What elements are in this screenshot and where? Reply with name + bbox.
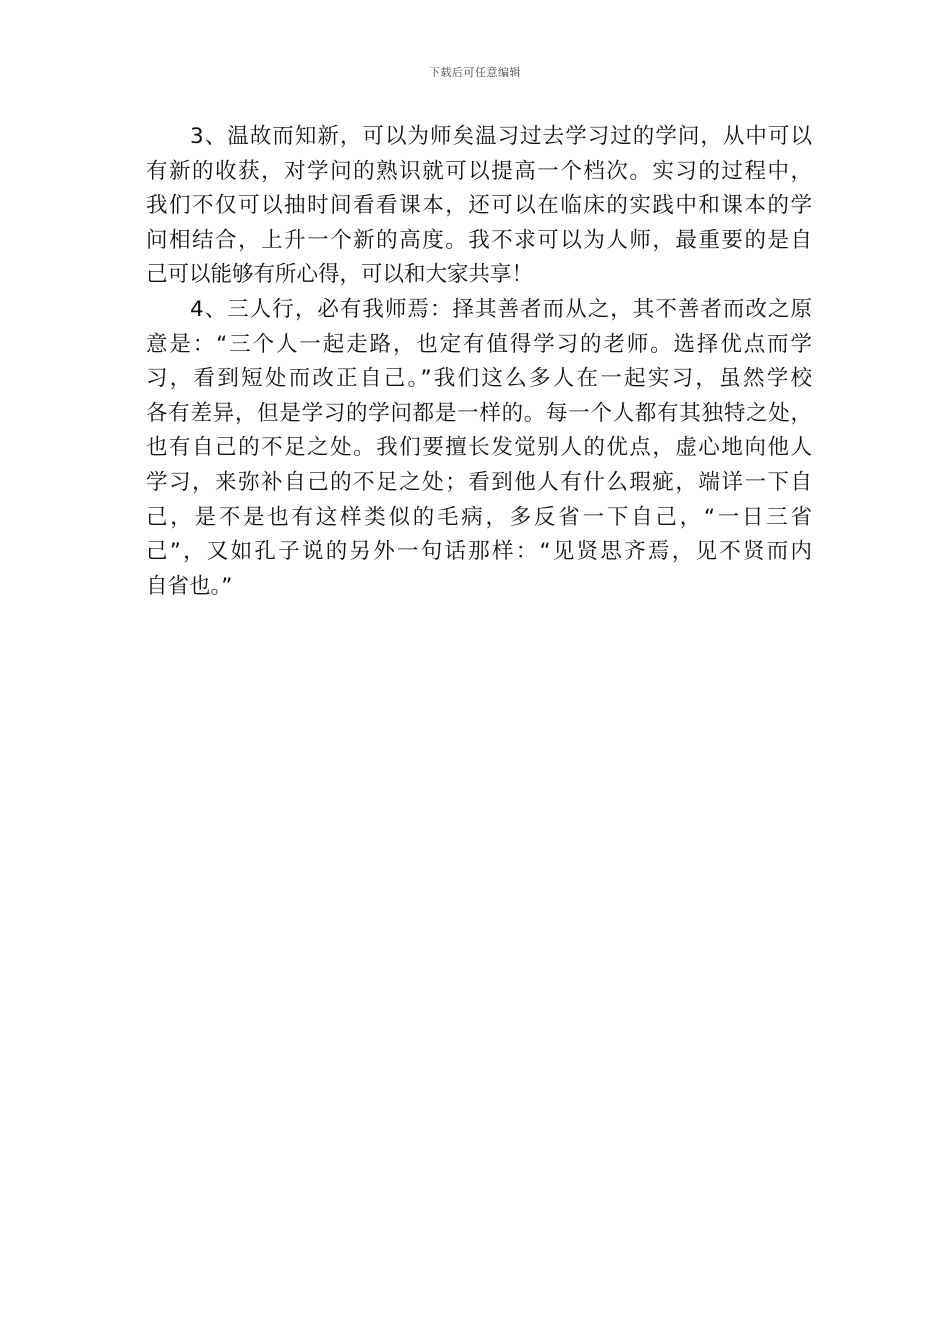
paragraph-line: 己，是不是也有这样类似的毛病，多反省一下自己，“一日三省	[146, 504, 812, 530]
document-body	[146, 120, 812, 604]
paragraph-line: 有新的收获，对学问的熟识就可以提高一个档次。实习的过程中，	[146, 158, 812, 184]
page-header: 下载后可任意编辑	[429, 66, 521, 79]
paragraph-line: 3、温故而知新，可以为师矣温习过去学习过的学问，从中可以	[190, 124, 812, 149]
paragraph-line: 也有自己的不足之处。我们要擅长发觉别人的优点，虚心地向他人	[146, 435, 812, 461]
paragraph-line: 学习，来弥补自己的不足之处；看到他人有什么瑕疵，端详一下自	[146, 469, 812, 495]
paragraph-4	[146, 293, 812, 604]
paragraph-3	[146, 120, 812, 293]
paragraph-line: 4、三人行，必有我师焉：择其善者而从之，其不善者而改之原	[190, 296, 812, 322]
paragraph-line: 问相结合，上升一个新的高度。我不求可以为人师，最重要的是自	[146, 227, 812, 253]
paragraph-line: 己可以能够有所心得，可以和大家共享！	[146, 262, 534, 288]
paragraph-line: 习，看到短处而改正自己。”我们这么多人在一起实习，虽然学校	[146, 366, 812, 392]
paragraph-line: 自省也。”	[146, 573, 233, 599]
paragraph-line: 己”，又如孔子说的另外一句话那样：“见贤思齐焉，见不贤而内	[146, 539, 812, 565]
paragraph-line: 各有差异，但是学习的学问都是一样的。每一个人都有其独特之处，	[146, 400, 812, 426]
paragraph-line: 意是：“三个人一起走路，也定有值得学习的老师。选择优点而学	[146, 331, 812, 357]
paragraph-line: 我们不仅可以抽时间看看课本，还可以在临床的实践中和课本的学	[146, 193, 812, 219]
